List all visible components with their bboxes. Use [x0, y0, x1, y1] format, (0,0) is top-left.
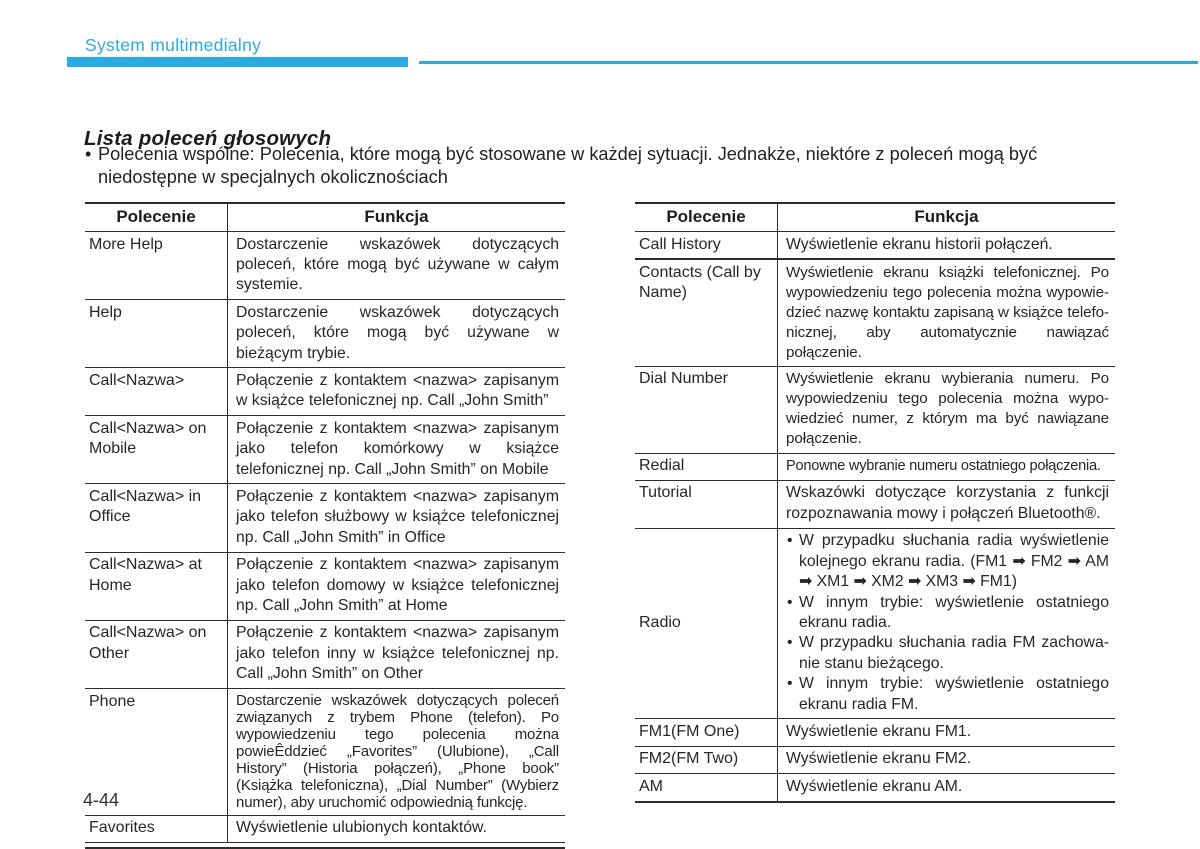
- command-cell: Phone: [85, 689, 228, 816]
- table-row: [85, 300, 565, 368]
- voice-command-table-left: [85, 202, 565, 849]
- command-cell: Call<Nazwa> in Office: [85, 484, 228, 552]
- function-cell: Dostarczenie wskazówek dotyczących poleceń, które mogą być używane w całym systemie.: [228, 232, 566, 300]
- command-cell: Dial Number: [635, 366, 778, 453]
- table-row: [85, 620, 565, 688]
- table-row: [85, 815, 565, 842]
- table-row: [635, 366, 1115, 453]
- table-row: [85, 689, 565, 816]
- column-header-function: Funkcja: [228, 203, 566, 232]
- function-cell: Połączenie z kontaktem <nazwa> zapisanym w książce telefonicznej np. Call „John Smith”: [228, 368, 566, 416]
- table-row: [85, 368, 565, 416]
- radio-bullet: • W innym trybie: wyświetlenie ostatniego ekranu radia FM.: [786, 674, 1109, 715]
- command-cell: FM2(FM Two): [635, 746, 778, 773]
- command-cell: Tutorial: [635, 480, 778, 528]
- page-number: 4-44: [83, 790, 120, 810]
- function-cell: Wyświetlenie ekranu wybierania numeru. Po wypowiedzeniu tego polecenia można wypowiedzieć numer, z którym ma być nawiązane połączenie.: [778, 366, 1116, 453]
- command-cell: More Help: [85, 232, 228, 300]
- table-row: [635, 746, 1115, 773]
- command-cell: Call<Nazwa> on Other: [85, 620, 228, 688]
- table-header-row: [85, 203, 565, 232]
- function-cell: Wskazówki dotyczące korzystania z funkcji rozpoznawania mowy i połączeń Bluetooth®.: [778, 480, 1116, 528]
- function-cell: Wyświetlenie ulubionych kontaktów.: [228, 815, 566, 842]
- table-row: [635, 528, 1115, 719]
- table-row: [85, 484, 565, 552]
- command-cell: Help: [85, 300, 228, 368]
- command-cell: Call<Nazwa> on Mobile: [85, 416, 228, 484]
- table-row: [85, 232, 565, 300]
- header-rule-thin: [419, 61, 1198, 64]
- function-cell: Ponowne wybranie numeru ostatniego połączenia.: [778, 453, 1116, 480]
- radio-bullet: • W innym trybie: wyświetlenie ostatniego ekranu radia.: [786, 593, 1109, 634]
- command-cell: Call History: [635, 232, 778, 260]
- section-title: Lista poleceń głosowych: [84, 126, 332, 150]
- table-header-row: [635, 203, 1115, 232]
- table-row: [635, 480, 1115, 528]
- function-cell: Wyświetlenie ekranu FM2.: [778, 746, 1116, 773]
- command-cell: Redial: [635, 453, 778, 480]
- function-cell: Wyświetlenie ekranu historii połączeń.: [778, 232, 1116, 260]
- command-cell: Call<Nazwa>: [85, 368, 228, 416]
- table-row: [635, 259, 1115, 366]
- function-cell: Połączenie z kontaktem <nazwa> zapisanym jako telefon służbowy w książce telefonicznej np. Call „John Smith” in Office: [228, 484, 566, 552]
- table-row: [635, 453, 1115, 480]
- function-cell: Wyświetlenie ekranu książki telefonicznej. Po wypowiedzeniu tego polecenia można wypowiedzieć nazwę kontaktu zapisaną w książce telefonicznej, aby automatycznie nawiązać połączenie.: [778, 259, 1116, 366]
- table-row: [635, 232, 1115, 260]
- command-cell: FM1(FM One): [635, 719, 778, 746]
- function-cell: Połączenie z kontaktem <nazwa> zapisanym jako telefon inny w książce telefonicznej np. Call „John Smith” on Other: [228, 620, 566, 688]
- function-cell: [778, 528, 1116, 719]
- table-row: [85, 416, 565, 484]
- table-row: [635, 719, 1115, 746]
- command-cell: Call<Nazwa> at Home: [85, 552, 228, 620]
- function-cell: Wyświetlenie ekranu FM1.: [778, 719, 1116, 746]
- function-cell: Wyświetlenie ekranu AM.: [778, 774, 1116, 802]
- intro-bullet-text: • Polecenia wspólne: Polecenia, które mogą być stosowane w każdej sytuacji. Jednakże, niektóre z poleceń mogą być niedostępne w specjalnych okolicznościach: [85, 143, 1129, 188]
- command-cell: Favorites: [85, 815, 228, 842]
- voice-command-table-right: [635, 202, 1115, 803]
- function-cell: Połączenie z kontaktem <nazwa> zapisanym jako telefon domowy w książce telefonicznej np. Call „John Smith” at Home: [228, 552, 566, 620]
- table-row: [85, 552, 565, 620]
- column-header-function: Funkcja: [778, 203, 1116, 232]
- table-row: [635, 774, 1115, 802]
- column-header-command: Polecenie: [85, 203, 228, 232]
- command-cell: Radio: [635, 528, 778, 719]
- chapter-title: System multimedialny: [85, 35, 262, 55]
- radio-bullet: • W przypadku słuchania radia FM zachowanie stanu bieżącego.: [786, 633, 1109, 674]
- function-cell: Dostarczenie wskazówek dotyczących poleceń, które mogą być używane w bieżącym trybie.: [228, 300, 566, 368]
- command-cell: AM: [635, 774, 778, 802]
- function-cell: Dostarczenie wskazówek dotyczących poleceń związanych z trybem Phone (telefon). Po wypowiedzeniu tego polecenia można powieÊddzieć „Favorites” (Ulubione), „Call History” (Historia połączeń), „Phone book” (Książka telefoniczna), „Dial Number” (Wybierz numer), aby uruchomić odpowiednią funkcję.: [228, 689, 566, 816]
- command-cell: Contacts (Call by Name): [635, 259, 778, 366]
- column-header-command: Polecenie: [635, 203, 778, 232]
- radio-bullet: • W przypadku słuchania radia wyświetlenie kolejnego ekranu radia. (FM1 ➡ FM2 ➡ AM ➡ XM1 ➡ XM2 ➡ XM3 ➡ FM1): [786, 531, 1109, 592]
- header-rule-thick: [67, 57, 408, 67]
- function-cell: Połączenie z kontaktem <nazwa> zapisanym jako telefon komórkowy w książce telefonicznej np. Call „John Smith” on Mobile: [228, 416, 566, 484]
